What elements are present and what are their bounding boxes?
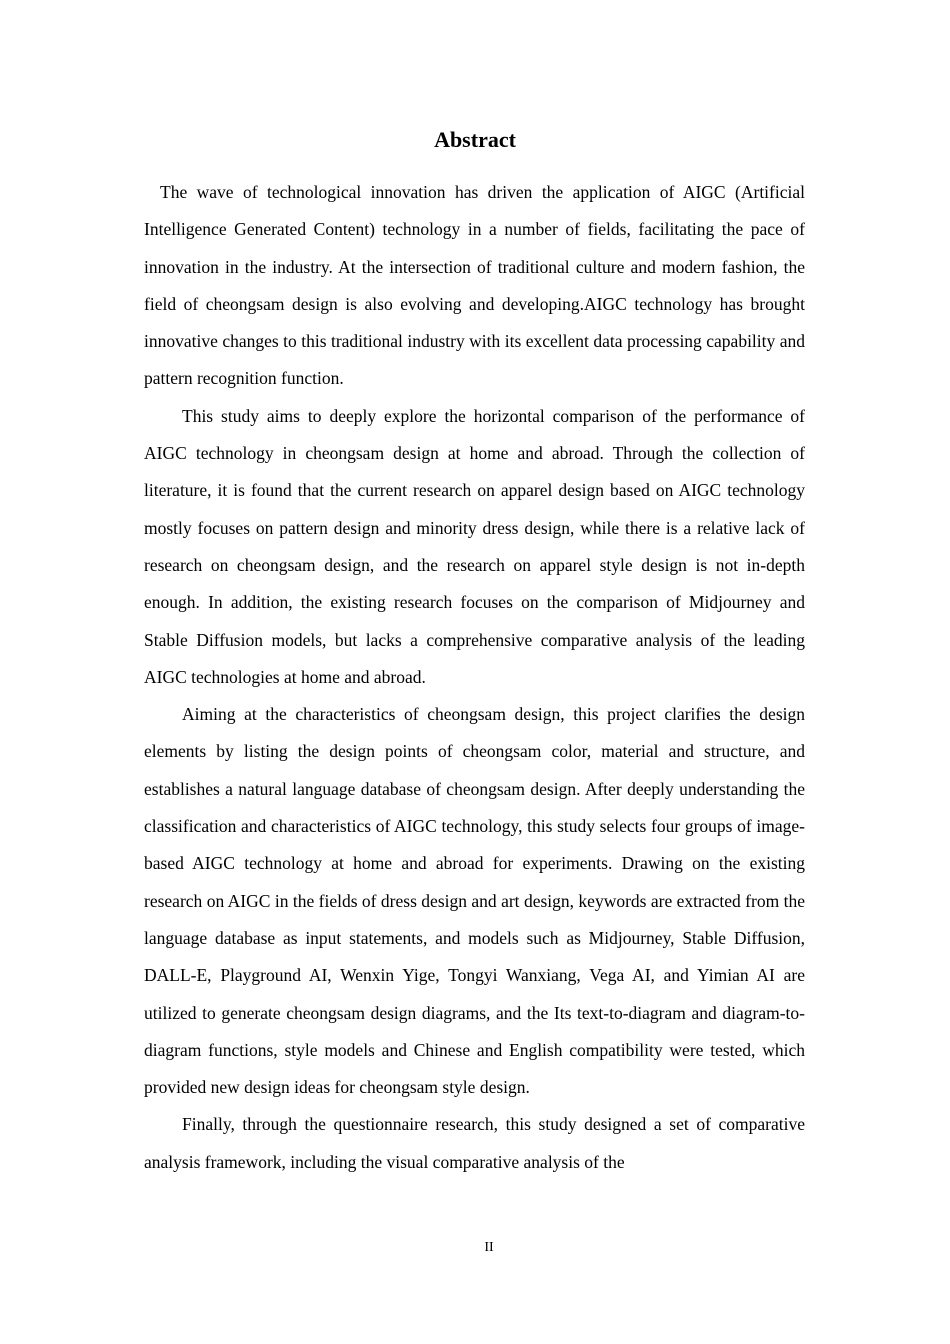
page-number: II [484, 1240, 494, 1255]
abstract-body [144, 174, 805, 1181]
abstract-paragraph-4: Finally, through the questionnaire research, this study designed a set of comparative analysis framework, including the visual comparative analysis of the [144, 1114, 805, 1172]
abstract-paragraph-3: Aiming at the characteristics of cheongsam design, this project clarifies the design elements by listing the design points of cheongsam color, material and structure, and establishes a natural language database of cheongsam design. After deeply understanding the classification and characteristics of AIGC technology, this study selects four groups of image-based AIGC technology at home and abroad for experiments. Drawing on the existing research on AIGC in the fields of dress design and art design, keywords are extracted from the language database as input statements, and models such as Midjourney, Stable Diffusion, DALL-E, Playground AI, Wenxin Yige, Tongyi Wanxiang, Vega AI, and Yimian AI are utilized to generate cheongsam design diagrams, and the Its text-to-diagram and diagram-to-diagram functions, style models and Chinese and English compatibility were tested, which provided new design ideas for cheongsam style design. [144, 704, 805, 1098]
abstract-paragraph-2: This study aims to deeply explore the horizontal comparison of the performance of AIGC technology in cheongsam design at home and abroad. Through the collection of literature, it is found that the current research on apparel design based on AIGC technology mostly focuses on pattern design and minority dress design, while there is a relative lack of research on cheongsam design, and the research on apparel style design is not in-depth enough. In addition, the existing research focuses on the comparison of Midjourney and Stable Diffusion models, but lacks a comprehensive comparative analysis of the leading AIGC technologies at home and abroad. [144, 405, 805, 687]
page-title: Abstract [434, 127, 516, 152]
abstract-paragraph-1: The wave of technological innovation has driven the application of AIGC (Artificial Intelligence Generated Content) technology in a number of fields, facilitating the pace of innovation in the industry. At the intersection of traditional culture and modern fashion, the field of cheongsam design is also evolving and developing.AIGC technology has brought innovative changes to this traditional industry with its excellent data processing capability and pattern recognition function. [144, 182, 805, 389]
